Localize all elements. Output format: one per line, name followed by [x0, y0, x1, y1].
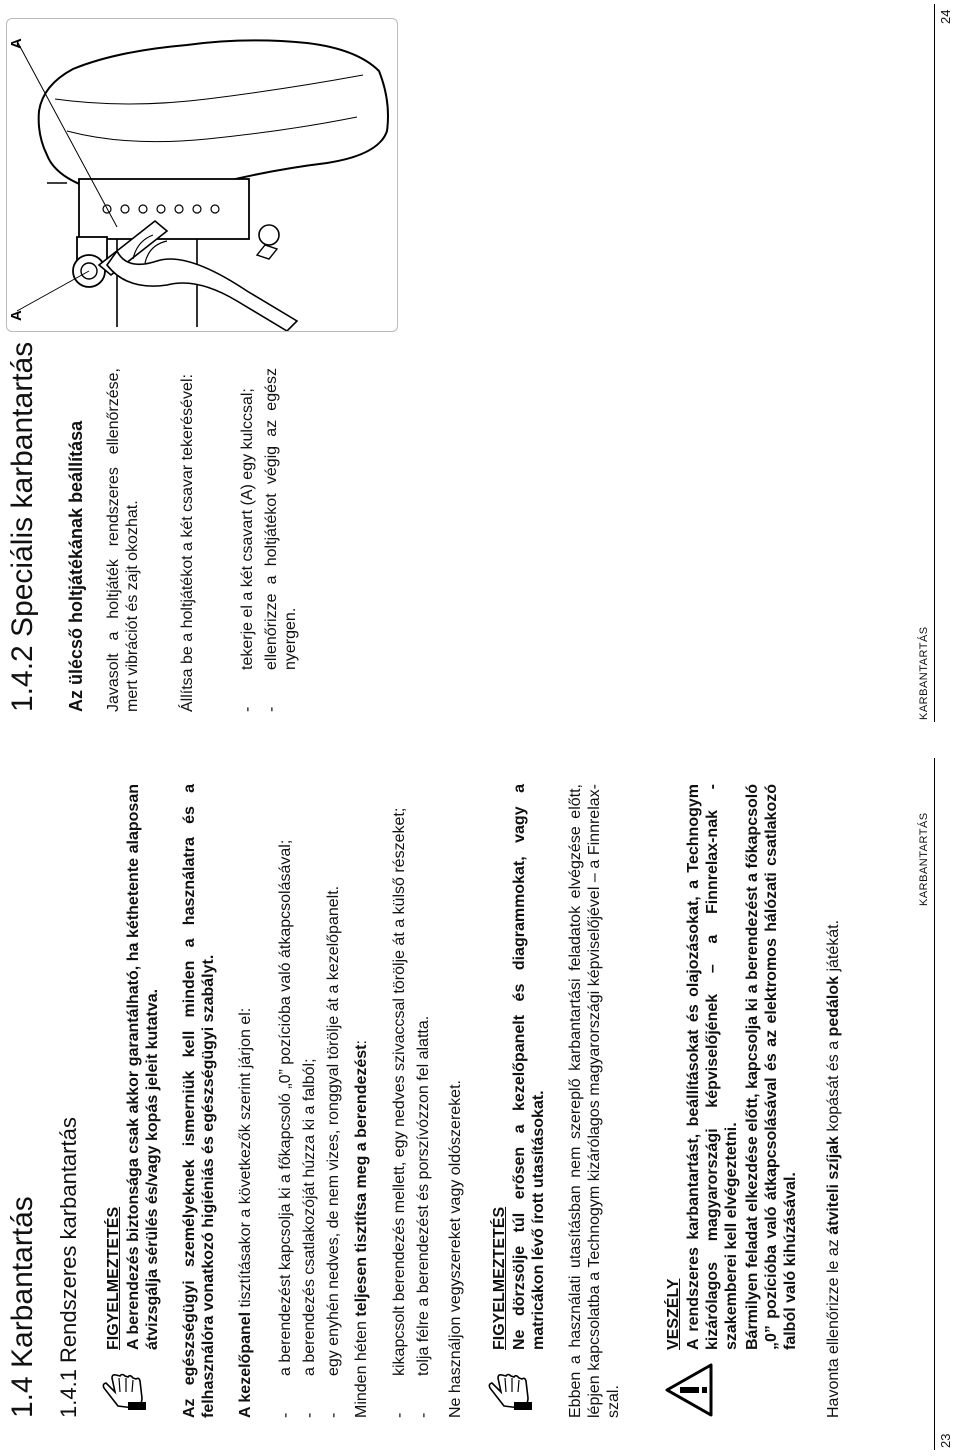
weekly-bold: teljesen tisztítsa meg a berendezést [353, 1044, 370, 1317]
list-item: - tolja félre a berendezést és porszívózzon fel alatta. [414, 784, 433, 1418]
danger-text-1: A rendszeres karbantartást, beállításokat és olajozásokat, a Technogym kizárólagos magyarországi képviselőjének – a Finnrelax-nak - szakemberei kell elvégeztetni. [685, 784, 740, 1350]
hygiene-text: Az egészségügyi személyeknek ismerniük kell minden a használatra és a felhasználóra vonatkozó higiéniás és egészségügyi szabályt. [181, 784, 217, 1418]
panel-intro-rest: tisztításakor a következők szerint járjon el: [237, 1007, 254, 1312]
weekly-post: : [353, 1040, 370, 1045]
section-title: 1.4.2 Speciális karbantartás [6, 341, 39, 712]
list-item: - egy enyhén nedves, de nem vizes, ronggyal törölje át a kezelőpanelt. [324, 784, 343, 1418]
panel-steps-list [276, 784, 348, 1418]
list-item: - a berendezést kapcsolja ki a főkapcsoló „0” pozícióba való átkapcsolásával; [276, 784, 295, 1418]
page-number: 24 [938, 9, 953, 24]
monthly-pre: Havonta ellenőrizze le az [825, 1234, 842, 1418]
list-item: - a berendezés csatlakozóját húzza ki a falból; [300, 784, 319, 1418]
page-number: 23 [938, 1433, 953, 1448]
footer-rule [934, 758, 935, 1450]
danger-triangle-icon [664, 1362, 714, 1418]
weekly-list [390, 784, 438, 1418]
panel-intro-bold: A kezelőpanel [237, 1311, 254, 1418]
monthly-text [824, 784, 843, 1418]
para-2: Állítsa be a holtjátékot a két csavar tekerésével: [179, 374, 196, 712]
weekly-intro [352, 784, 371, 1418]
monthly-mid: kopását és a [825, 1036, 842, 1137]
footer-rule [934, 4, 935, 722]
figure-label-a-left: A [8, 310, 25, 321]
chapter-title: 1.4 Karbantartás [6, 1196, 39, 1418]
pointing-hand-icon [98, 1370, 148, 1412]
monthly-bold-belts: átviteli szíjak [825, 1136, 842, 1235]
danger-label: VESZÉLY [665, 1278, 682, 1350]
warning2-label: FIGYELMEZTETÉS [491, 1206, 508, 1350]
warning1-text: A berendezés biztonsága csak akkor garantálható, ha kéthetente alaposan átvizsgálja sérülés és/vagy kopás jeleit kutatva. [125, 784, 161, 1350]
warning2-text: Ne dörzsölje túl erősen a kezelőpanelt és diagrammokat, vagy a matricákon lévő írott utasításokat. [511, 784, 547, 1350]
list-item: - ellenőrizze a holtjátékot végig az egész nyergen. [262, 368, 300, 712]
section-title: 1.4.1 Rendszeres karbantartás [56, 1117, 81, 1418]
warning1-label: FIGYELMEZTETÉS [105, 1206, 122, 1350]
panel-intro [236, 784, 255, 1418]
footer-label: KARBANTARTÁS [918, 626, 930, 720]
no-solvents-text: Ne használjon vegyszereket vagy oldószereket. [447, 1080, 464, 1418]
sub-title: Az ülécső holtjátékának beállítása [66, 420, 86, 712]
footer-label: KARBANTARTÁS [918, 812, 930, 906]
figure-label-a-right: A [8, 38, 25, 49]
page-23 [0, 728, 960, 1456]
pointing-hand-icon [484, 1370, 534, 1412]
list-item: - tekerje el a két csavart (A) egy kulccsal; [238, 368, 257, 712]
adjust-list [238, 368, 305, 712]
danger-text-2: Bármilyen feladat elkezdése előtt, kapcsolja ki a berendezést a főkapcsoló „0” pozícióba való átkapcsolásával és az elektromos hálózati csatlakozó falból való kihúzásával. [744, 784, 799, 1350]
weekly-pre: Minden héten [353, 1316, 370, 1418]
monthly-post: játékát. [825, 919, 842, 976]
contact-text: Ebben a használati utasításban nem szereplő karbantartási feladatok elvégzése előtt, lépjen kapcsolatba a Technogym kizárólagos magyarországi képviselőjével – a Finnrelax-szal. [567, 784, 622, 1418]
seat-tube-illustration [6, 18, 398, 332]
list-item: - kikapcsolt berendezés mellett, egy nedves szivaccsal törölje át a külső részeket; [390, 784, 409, 1418]
para-1: Javasolt a holtjáték rendszeres ellenőrzése, mert vibrációt és zajt okozhat. [105, 368, 141, 712]
monthly-bold-pedals: pedálok [825, 975, 842, 1037]
